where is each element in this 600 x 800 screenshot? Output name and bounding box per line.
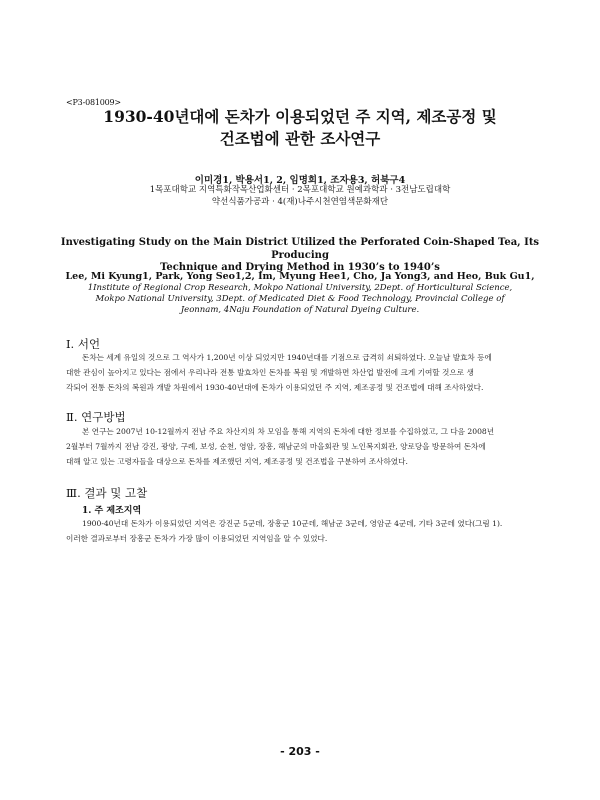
- section-body-results: [66, 516, 536, 546]
- body-line: 본 연구는 2007년 10-12월까지 전남 주요 차산지의 차 모임을 통해 지역의 돈차에 대한 정보를 수집하였고, 그 다음 2008년: [82, 427, 495, 436]
- body-line: 돈차는 세계 유일의 것으로 그 역사가 1,200년 이상 되었지만 1940년대를 기점으로 급격히 쇠퇴하였다. 오늘날 발효차 등에: [82, 353, 492, 362]
- affiliation-korean-line: 약선식품가공과 · 4(재)나주시천연염색문화재단: [211, 197, 389, 207]
- affiliations-english: [70, 283, 530, 316]
- body-line: 각되어 전통 돈차의 복원과 개발 차원에서 1930-40년대에 돈차가 이용되었던 주 지역, 제조공정 및 건조법에 대해 조사하였다.: [66, 383, 484, 392]
- affiliation-english-line: 1Institute of Regional Crop Research, Mokpo National University, 2Dept. of Horticultural Science,: [87, 283, 513, 293]
- section-heading-methods: Ⅱ. 연구방법: [66, 410, 126, 424]
- affiliation-korean-line: 1목포대학교 지역특화작목산업화센터 · 2목포대학교 원예과학과 · 3전남도립대학: [149, 185, 451, 195]
- section-heading-results: Ⅲ. 결과 및 고찰: [66, 486, 148, 500]
- title-english-line: Technique and Drying Method in 1930’s to 1940’s: [160, 262, 440, 273]
- section-body-intro: [66, 350, 536, 395]
- title-english: [60, 237, 540, 275]
- section-body-methods: [66, 424, 536, 469]
- title-korean: [80, 106, 520, 150]
- affiliation-english-line: Jeonnam, 4Naju Foundation of Natural Dyeing Culture.: [180, 305, 420, 315]
- title-english-line: Investigating Study on the Main District Utilized the Perforated Coin-Shaped Tea, Its Producing: [60, 237, 540, 261]
- paper-code-id: <P3-081009>: [66, 98, 121, 107]
- body-line: 대한 관심이 높아지고 있다는 점에서 우리나라 전통 발효차인 돈차를 복원 및 개발하면 차산업 발전에 크게 기여할 것으로 생: [66, 368, 474, 377]
- body-line: 이러한 결과로부터 장흥군 돈차가 가장 많이 이용되었던 지역임을 알 수 있었다.: [66, 534, 328, 543]
- page-number: - 203 -: [280, 745, 320, 758]
- title-korean-line: 1930-40년대에 돈차가 이용되었던 주 지역, 제조공정 및: [103, 107, 497, 126]
- authors-korean: 이미경1, 박용서1, 2, 임명희1, 조자용3, 허북구4: [194, 175, 406, 186]
- authors-english: Lee, Mi Kyung1, Park, Yong Seo1,2, Im, Myung Hee1, Cho, Ja Yong3, and Heo, Buk Gu1,: [65, 271, 535, 282]
- subsection-heading: 1. 주 제조지역: [82, 506, 142, 516]
- affiliations-korean: [80, 184, 520, 208]
- section-heading-intro: Ⅰ. 서언: [66, 337, 101, 351]
- affiliation-english-line: Mokpo National University, 3Dept. of Medicated Diet & Food Technology, Provincial College of: [95, 294, 505, 304]
- title-korean-line: 건조법에 관한 조사연구: [219, 129, 381, 148]
- body-line: 1900-40년대 돈차가 이용되었던 지역은 강진군 5군데, 장흥군 10군데, 해남군 3군데, 영암군 4군데, 기타 3군데 였다(그림 1).: [82, 519, 503, 528]
- body-line: 2월부터 7월까지 전남 강진, 광양, 구례, 보성, 순천, 영암, 장흥, 해남군의 마을회관 및 노인복지회관, 양로당을 방문하여 돈차에: [66, 442, 486, 451]
- body-line: 대해 알고 있는 고령자들을 대상으로 돈차를 제조했던 지역, 제조공정 및 건조법을 구분하여 조사하였다.: [66, 457, 408, 466]
